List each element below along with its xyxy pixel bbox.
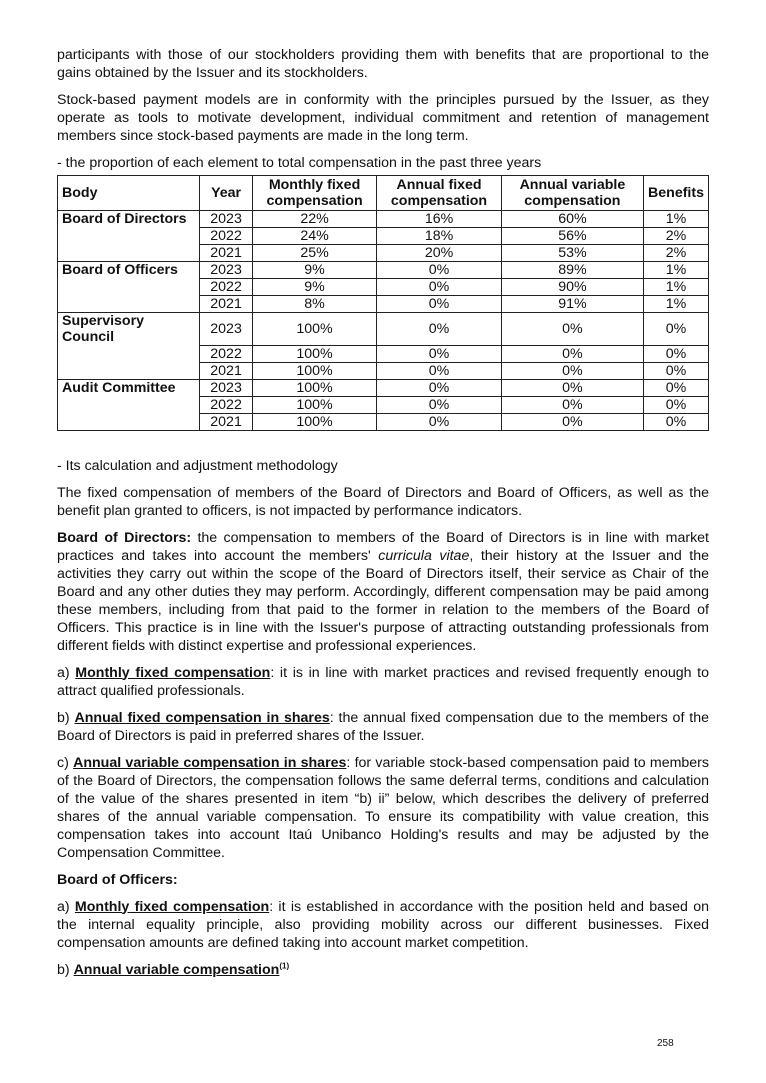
table-row: [58, 245, 709, 262]
footnote-ref: (1): [279, 960, 290, 970]
cell-year: 2021: [200, 245, 252, 262]
cell-annual-variable: 60%: [501, 211, 643, 228]
cell-year: 2021: [200, 413, 252, 430]
cell-body: [58, 345, 200, 362]
paragraph-item-a: a) Monthly fixed compensation: it is in line with market practices and revised frequently enough to attract qualified professionals.: [57, 664, 710, 699]
cell-body: [58, 396, 200, 413]
paragraph-intro: participants with those of our stockholders providing them with benefits that are proportional to the gains obtained by the Issuer and its stockholders.: [57, 47, 709, 81]
cell-body: [58, 362, 200, 379]
cell-annual-fixed: 0%: [377, 262, 501, 279]
cell-monthly: 8%: [252, 296, 376, 313]
header-benefits: Benefits: [644, 176, 709, 211]
header-body: Body: [58, 176, 200, 211]
paragraph-stock-models: Stock-based payment models are in conformity with the principles pursued by the Issuer, as they operate as tools to motivate development, individual commitment and retention of management members since stock-based payments are made in the long term.: [57, 92, 709, 144]
cell-body: [58, 245, 200, 262]
cell-body: Board of Directors: [58, 211, 200, 228]
cell-benefits: 0%: [644, 362, 709, 379]
paragraph-fixed-compensation: The fixed compensation of members of the Board of Directors and Board of Officers, as well as the benefit plan granted to officers, is not impacted by performance indicators.: [57, 484, 709, 519]
header-annual-variable: Annual variable compensation: [501, 176, 643, 211]
document-page: [57, 46, 709, 988]
cell-annual-variable: 0%: [501, 345, 643, 362]
cell-monthly: 100%: [252, 379, 376, 396]
cell-monthly: 100%: [252, 362, 376, 379]
item-a-label: Monthly fixed compensation: [75, 664, 271, 681]
cell-annual-variable: 0%: [501, 413, 643, 430]
cell-annual-variable: 89%: [501, 262, 643, 279]
cell-annual-fixed: 0%: [377, 396, 501, 413]
cell-year: 2021: [200, 362, 252, 379]
officers-item-a-label: Monthly fixed compensation: [74, 898, 270, 915]
cell-benefits: 0%: [644, 379, 709, 396]
cell-annual-fixed: 0%: [377, 379, 501, 396]
page-number: 258: [657, 1038, 674, 1049]
cell-monthly: 100%: [252, 396, 376, 413]
cell-annual-fixed: 0%: [377, 296, 501, 313]
table-body: [58, 211, 709, 431]
cell-body: [58, 279, 200, 296]
cell-year: 2022: [200, 279, 252, 296]
cell-body: [58, 296, 200, 313]
cell-annual-fixed: 20%: [377, 245, 501, 262]
cell-monthly: 24%: [252, 228, 376, 245]
board-of-officers-heading: Board of Officers:: [57, 871, 178, 888]
cell-annual-variable: 91%: [501, 296, 643, 313]
paragraph-proportion-heading: - the proportion of each element to total compensation in the past three years: [57, 155, 542, 171]
paragraph-officers-item-b: b) Annual variable compensation$^{(1)}$: [57, 960, 290, 978]
cell-annual-fixed: 0%: [377, 362, 501, 379]
cell-benefits: 1%: [644, 262, 709, 279]
paragraph-item-c: c) Annual variable compensation in shares: for variable stock-based compensation paid to members of the Board of Directors, the compensation follows the same deferral terms, conditions and calculation of the value of the shares presented in item “b) ii” below, which describes the delivery of preferred shares of the annual variable compensation. To ensure its compatibility with value creation, this compensation takes into account Itaú Unibanco Holding's results and may be adjusted by the Compensation Committee.: [57, 754, 710, 861]
cell-benefits: 2%: [644, 228, 709, 245]
table-row: [58, 396, 709, 413]
header-year: Year: [200, 176, 252, 211]
cell-annual-variable: 0%: [501, 396, 643, 413]
cell-benefits: 0%: [644, 345, 709, 362]
table-row: [58, 413, 709, 430]
cell-monthly: 100%: [252, 345, 376, 362]
cell-year: 2023: [200, 379, 252, 396]
cell-year: 2022: [200, 228, 252, 245]
paragraph-item-b: b) Annual fixed compensation in shares: the annual fixed compensation due to the members of the Board of Directors is paid in preferred shares of the Issuer.: [57, 709, 709, 744]
table-row: [58, 279, 709, 296]
cell-annual-fixed: 0%: [377, 413, 501, 430]
cell-annual-variable: 0%: [501, 362, 643, 379]
cell-monthly: 22%: [252, 211, 376, 228]
cell-benefits: 1%: [644, 279, 709, 296]
cell-monthly: 25%: [252, 245, 376, 262]
cell-year: 2023: [200, 262, 252, 279]
cell-annual-variable: 53%: [501, 245, 643, 262]
table-row: [58, 362, 709, 379]
table-header-row: [58, 176, 709, 211]
table-row: [58, 211, 709, 228]
table-row: [58, 262, 709, 279]
cell-annual-fixed: 0%: [377, 345, 501, 362]
cell-benefits: 0%: [644, 396, 709, 413]
cell-monthly: 100%: [252, 413, 376, 430]
officers-item-b-label: Annual variable compensation: [73, 961, 280, 978]
item-b-label: Annual fixed compensation in shares: [74, 709, 330, 726]
cell-monthly: 100%: [252, 313, 376, 346]
cell-annual-variable: 90%: [501, 279, 643, 296]
header-annual-fixed: Annual fixed compensation: [377, 176, 501, 211]
cell-monthly: 9%: [252, 262, 376, 279]
item-c-label: Annual variable compensation in shares: [73, 754, 347, 771]
table-row: [58, 379, 709, 396]
cell-year: 2023: [200, 211, 252, 228]
cell-year: 2023: [200, 313, 252, 346]
cell-benefits: 1%: [644, 296, 709, 313]
cell-benefits: 0%: [644, 413, 709, 430]
cell-annual-fixed: 0%: [377, 279, 501, 296]
table-row: [58, 296, 709, 313]
cell-body: [58, 413, 200, 430]
cell-benefits: 1%: [644, 211, 709, 228]
cell-body: Board of Officers: [58, 262, 200, 279]
cell-body: Supervisory Council: [58, 313, 200, 346]
cell-annual-variable: 0%: [501, 379, 643, 396]
paragraph-officers-item-a: a) Monthly fixed compensation: it is established in accordance with the position held and based on the internal equality principle, also providing mobility across our different businesses. Fixed compensation amounts are defined taking into account market competition.: [57, 898, 709, 951]
compensation-proportion-table: [57, 175, 709, 431]
cell-benefits: 2%: [644, 245, 709, 262]
cell-body: [58, 228, 200, 245]
cell-annual-fixed: 0%: [377, 313, 501, 346]
bod-label: Board of Directors:: [57, 529, 192, 546]
cell-year: 2021: [200, 296, 252, 313]
table-row: [58, 313, 709, 346]
cell-body: Audit Committee: [58, 379, 200, 396]
table-row: [58, 228, 709, 245]
paragraph-board-of-directors: Board of Directors: the compensation to members of the Board of Directors is in line with market practices and takes into account the members' curricula vitae, their history at the Issuer and the activities they carry out within the scope of the Board of Directors itself, their service as Chair of the Board and any other duties they may perform. Accordingly, different compensation may be paid among these members, including from that paid to the former in relation to the members of the Board of Officers. This practice is in line with the Issuer's purpose of attracting outstanding professionals from different fields with distinct expertise and professional experiences.: [57, 529, 710, 654]
table-row: [58, 345, 709, 362]
cell-annual-fixed: 18%: [377, 228, 501, 245]
cell-monthly: 9%: [252, 279, 376, 296]
cell-annual-variable: 0%: [501, 313, 643, 346]
cell-annual-variable: 56%: [501, 228, 643, 245]
cell-year: 2022: [200, 396, 252, 413]
paragraph-methodology-heading: - Its calculation and adjustment methodology: [57, 457, 338, 474]
header-monthly-fixed: Monthly fixed compensation: [252, 176, 376, 211]
cell-year: 2022: [200, 345, 252, 362]
cell-benefits: 0%: [644, 313, 709, 346]
cell-annual-fixed: 16%: [377, 211, 501, 228]
